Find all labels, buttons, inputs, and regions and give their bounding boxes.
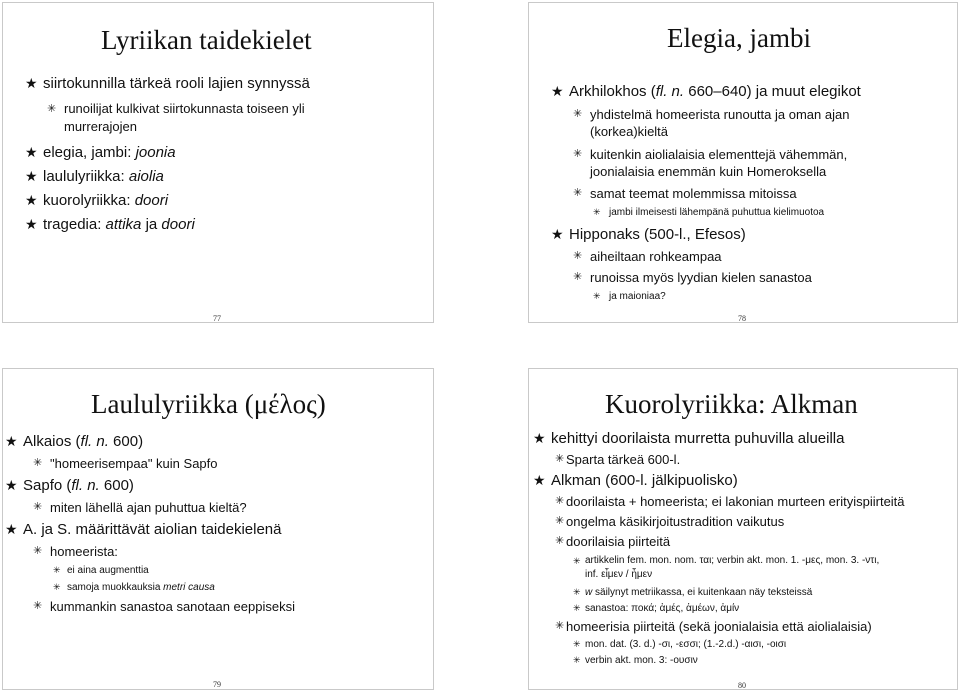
- page-number: 78: [738, 314, 746, 323]
- list-item: ✳ aiheiltaan rohkeampaa: [573, 249, 722, 264]
- list-item: ★ laululyriikka: aiolia: [25, 168, 164, 185]
- list-item: ✳ runoissa myös lyydian kielen sanastoa: [573, 270, 812, 285]
- asterisk-bullet-icon: ✳: [33, 600, 43, 612]
- asterisk-bullet-icon: ✳: [573, 148, 583, 160]
- star-bullet-icon: ★: [25, 144, 38, 160]
- slide-title: Lyriikan taidekielet: [101, 25, 312, 55]
- bullet-list: [529, 83, 957, 302]
- star-bullet-icon: ★: [551, 83, 564, 99]
- star-bullet-icon: ★: [25, 168, 38, 184]
- asterisk-bullet-icon: ✳: [555, 453, 565, 465]
- page-number: 80: [738, 681, 746, 690]
- list-item: ★ Sapfo (fl. n. 600): [5, 477, 134, 494]
- list-item: ★ A. ja S. määrittävät aiolian taidekielenä: [5, 521, 282, 538]
- list-item: ★ kuorolyriikka: doori: [25, 192, 169, 209]
- asterisk-bullet-icon: ✳: [555, 620, 565, 632]
- slide-78: [528, 2, 958, 323]
- list-item: ✳ Sparta tärkeä 600-l.: [555, 452, 681, 467]
- asterisk-bullet-icon: ✳: [573, 603, 581, 613]
- list-item: ✳ mon. dat. (3. d.) -σι, -εσσι; (1.-2.d.) -αισι, -οισι: [573, 639, 787, 650]
- star-bullet-icon: ★: [25, 192, 38, 208]
- list-item: ✳ doorilaisia piirteitä: [555, 534, 671, 549]
- list-item: ✳ runoilijat kulkivat siirtokunnasta toiseen yli murrerajojen: [47, 101, 305, 134]
- page-number: 77: [213, 314, 221, 323]
- list-item: ★ Hipponaks (500-l., Efesos): [551, 226, 746, 243]
- star-bullet-icon: ★: [25, 216, 38, 232]
- list-item: ✳ samoja muokkauksia metri causa: [53, 582, 215, 593]
- asterisk-bullet-icon: ✳: [555, 495, 565, 507]
- list-item: ✳ sanastoa: ποκά; ἁμές, ἁμέων, ἁμίν: [573, 603, 740, 614]
- asterisk-bullet-icon: ✳: [555, 515, 565, 527]
- asterisk-bullet-icon: ✳: [555, 535, 565, 547]
- slide-77: [2, 2, 434, 323]
- list-item: ★ Alkaios (fl. n. 600): [5, 433, 144, 450]
- list-item: ✳ "homeerisempaa" kuin Sapfo: [33, 456, 218, 471]
- bullet-list: [3, 433, 433, 614]
- slide-80: [528, 368, 958, 690]
- list-item: ✳ samat teemat molemmissa mitoissa: [573, 186, 797, 201]
- asterisk-bullet-icon: ✳: [33, 545, 43, 557]
- asterisk-bullet-icon: ✳: [573, 639, 581, 649]
- list-item: ✳ doorilaista + homeerista; ei lakonian murteen erityispiirteitä: [555, 494, 905, 509]
- slide-title: Elegia, jambi: [667, 23, 811, 53]
- list-item: ✳ ja maioniaa?: [593, 291, 666, 302]
- slide-title: Kuorolyriikka: Alkman: [605, 389, 858, 419]
- list-item: ✳ ongelma käsikirjoitustradition vaikutus: [555, 514, 785, 529]
- list-item: ✳ ei aina augmenttia: [53, 565, 149, 576]
- bullet-list: [3, 75, 433, 233]
- list-item: ✳ jambi ilmeisesti lähempänä puhuttua kielimuotoa: [593, 207, 825, 218]
- list-item: ★ Alkman (600-l. jälkipuolisko): [533, 472, 738, 489]
- asterisk-bullet-icon: ✳: [53, 582, 61, 592]
- list-item: ★ tragedia: attika ja doori: [25, 216, 195, 233]
- star-bullet-icon: ★: [533, 472, 546, 488]
- asterisk-bullet-icon: ✳: [573, 250, 583, 262]
- asterisk-bullet-icon: ✳: [573, 587, 581, 597]
- asterisk-bullet-icon: ✳: [573, 556, 581, 566]
- list-item: ✳ artikkelin fem. mon. nom. ται; verbin akt. mon. 1. -μες, mon. 3. -ντι, inf. εἶμεν / ἦμεν: [573, 555, 880, 580]
- asterisk-bullet-icon: ✳: [33, 457, 43, 469]
- star-bullet-icon: ★: [533, 430, 546, 446]
- list-item: ✳ kuitenkin aiolialaisia elementtejä vähemmän, joonialaisia enemmän kuin Homeroksella: [573, 147, 848, 179]
- star-bullet-icon: ★: [5, 521, 18, 537]
- star-bullet-icon: ★: [5, 433, 18, 449]
- list-item: ✳ verbin akt. mon. 3: -ουσιν: [573, 655, 698, 666]
- asterisk-bullet-icon: ✳: [573, 108, 583, 120]
- asterisk-bullet-icon: ✳: [593, 291, 601, 301]
- list-item: ★ siirtokunnilla tärkeä rooli lajien synnyssä: [25, 75, 310, 92]
- star-bullet-icon: ★: [25, 75, 38, 91]
- list-item: ✳ miten lähellä ajan puhuttua kieltä?: [33, 500, 247, 515]
- list-item: ✳ kummankin sanastoa sanotaan eeppiseksi: [33, 599, 295, 614]
- bullet-list: [529, 430, 957, 666]
- asterisk-bullet-icon: ✳: [573, 271, 583, 283]
- asterisk-bullet-icon: ✳: [53, 565, 61, 575]
- list-item: ★ kehittyi doorilaista murretta puhuvilla alueilla: [533, 430, 845, 447]
- slide-title: Laululyriikka (μέλος): [91, 389, 326, 419]
- asterisk-bullet-icon: ✳: [47, 103, 57, 115]
- asterisk-bullet-icon: ✳: [33, 501, 43, 513]
- slide-79: [2, 368, 434, 690]
- list-item: ✳ homeerisia piirteitä (sekä joonialaisia että aiolialaisia): [555, 619, 872, 634]
- asterisk-bullet-icon: ✳: [573, 187, 583, 199]
- list-item: ★ Arkhilokhos (fl. n. 660–640) ja muut elegikot: [551, 83, 861, 100]
- list-item: ✳ yhdistelmä homeerista runoutta ja oman ajan (korkea)kieltä: [573, 107, 850, 139]
- asterisk-bullet-icon: ✳: [573, 655, 581, 665]
- list-item: ✳ w säilynyt metriikassa, ei kuitenkaan näy teksteissä: [573, 587, 813, 598]
- list-item: ✳ homeerista:: [33, 544, 118, 559]
- star-bullet-icon: ★: [5, 477, 18, 493]
- star-bullet-icon: ★: [551, 226, 564, 242]
- asterisk-bullet-icon: ✳: [593, 207, 601, 217]
- page-number: 79: [213, 680, 221, 689]
- list-item: ★ elegia, jambi: joonia: [25, 144, 176, 161]
